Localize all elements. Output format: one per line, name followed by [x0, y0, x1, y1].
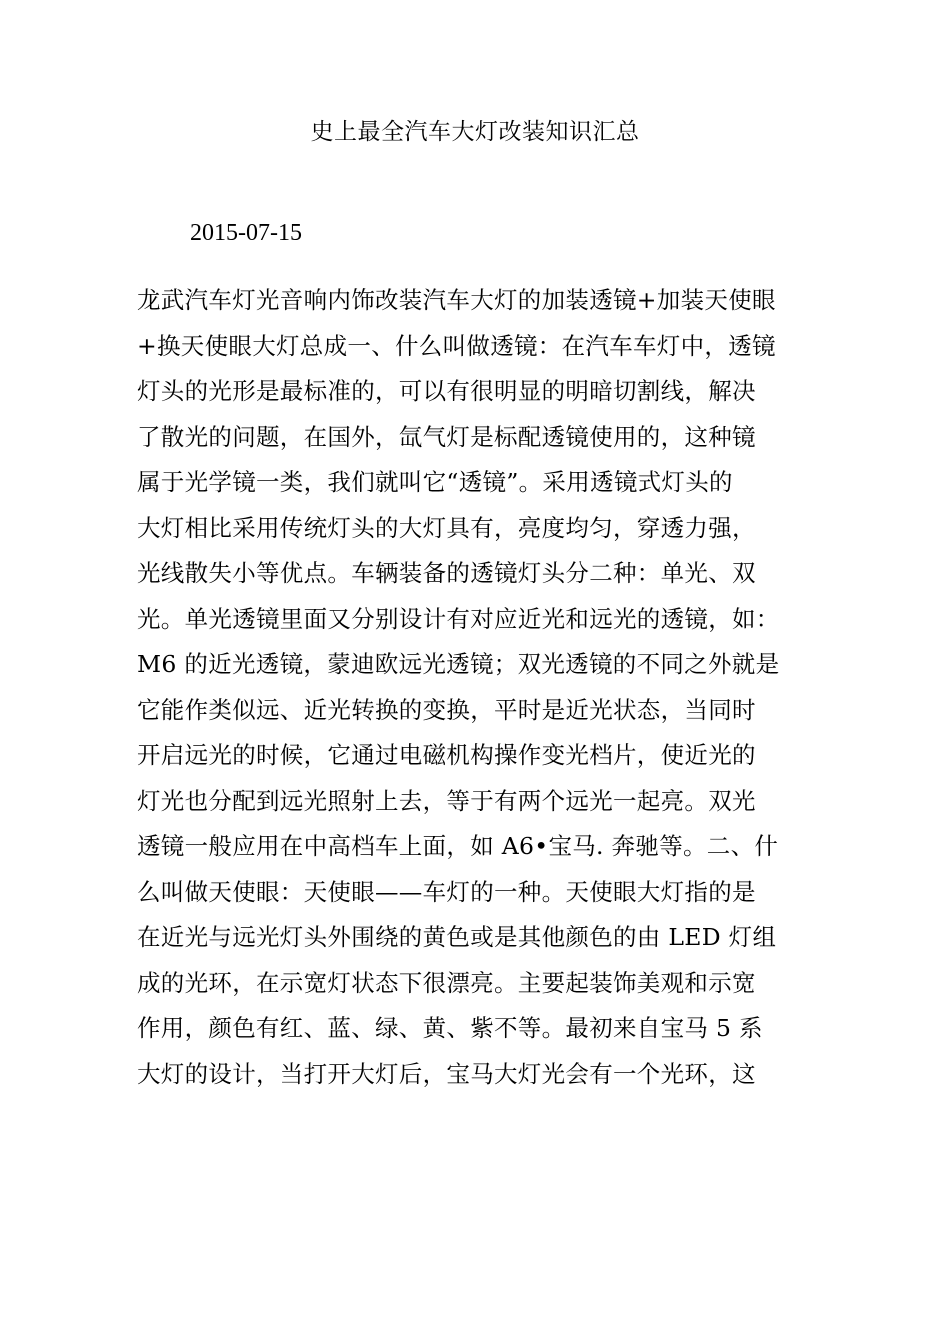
body-line: 透镜一般应用在中高档车上面，如 A6•宝马. 奔驰等。二、什: [137, 832, 779, 860]
document-title: 史上最全汽车大灯改装知识汇总: [310, 119, 640, 145]
body-line: 成的光环，在示宽灯状态下很漂亮。主要起装饰美观和示宽: [137, 968, 756, 997]
body-line: 开启远光的时候，它通过电磁机构操作变光档片，使近光的: [137, 741, 756, 769]
body-line: +换天使眼大灯总成一、什么叫做透镜：在汽车车灯中，透镜: [137, 331, 776, 360]
body-line: 大灯的设计，当打开大灯后，宝马大灯光会有一个光环，这: [137, 1059, 756, 1088]
body-line: 了散光的问题，在国外，氙气灯是标配透镜使用的，这种镜: [137, 422, 756, 451]
body-line: 光线散失小等优点。车辆装备的透镜灯头分二种：单光、双: [137, 559, 756, 587]
document-date: 2015-07-15: [190, 220, 302, 246]
body-line: 灯头的光形是最标准的，可以有很明显的明暗切割线，解决: [137, 377, 756, 405]
body-line: 它能作类似远、近光转换的变换，平时是近光状态，当同时: [137, 695, 756, 724]
body-line: 灯光也分配到远光照射上去，等于有两个远光一起亮。双光: [137, 786, 756, 815]
body-line: 在近光与远光灯头外围绕的黄色或是其他颜色的由 LED 灯组: [137, 923, 777, 951]
body-line: 光。单光透镜里面又分别设计有对应近光和远光的透镜，如：: [137, 604, 780, 633]
body-line: 属于光学镜一类，我们就叫它“透镜”。采用透镜式灯头的: [137, 468, 733, 496]
body-line: 龙武汽车灯光音响内饰改装汽车大灯的加装透镜+加装天使眼: [137, 286, 776, 314]
body-line: 作用，颜色有红、蓝、绿、黄、紫不等。最初来自宝马 5 系: [137, 1014, 763, 1042]
body-line: M6 的近光透镜，蒙迪欧远光透镜；双光透镜的不同之外就是: [137, 650, 780, 678]
document-body: [137, 278, 817, 1097]
body-line: 么叫做天使眼：天使眼——车灯的一种。天使眼大灯指的是: [137, 877, 756, 906]
body-line: 大灯相比采用传统灯头的大灯具有，亮度均匀，穿透力强，: [137, 513, 756, 542]
